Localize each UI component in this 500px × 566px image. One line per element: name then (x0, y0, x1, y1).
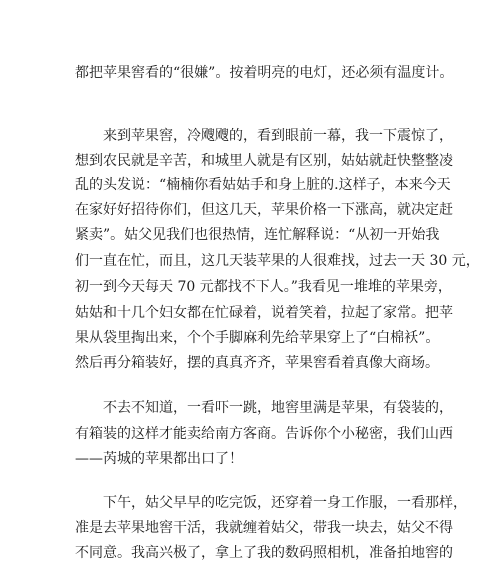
paragraph-3-line-1: 不去不知道，一看吓一跳，地窖里满是苹果，有袋装的， (103, 400, 453, 416)
paragraph-4-line-2: 准是去苹果地窖干活，我就缠着姑父，带我一块去，姑父不得 (75, 520, 453, 536)
paragraph-4-line-3: 不同意。我高兴极了，拿上了我的数码照相机，准备拍地窖的 (75, 545, 453, 561)
paragraph-3-line-3: ——芮城的苹果都出口了！ (75, 451, 243, 467)
paragraph-1-line-1: 都把苹果窖看的“很嫌”。按着明亮的电灯，还必须有温度计。 (75, 65, 454, 81)
paragraph-2-line-6: 们一直在忙，而且，这几天装苹果的人很难找，过去一天 30 元， (75, 253, 480, 269)
paragraph-3-line-2: 有箱装的这样才能卖给南方客商。告诉你个小秘密，我们山西 (75, 426, 453, 442)
paragraph-2-line-3: 乱的头发说：“楠楠你看姑姑手和身上脏的.这样子，本来今天 (75, 177, 451, 193)
paragraph-2-line-8: 姑姑和十几个妇女都在忙碌着，说着笑着，拉起了家常。把苹 (75, 305, 453, 321)
paragraph-2-line-4: 在家好好招待你们，但这几天，苹果价格一下涨高，就决定赶 (75, 202, 453, 218)
paragraph-2-line-10: 然后再分箱装好，摆的真真齐齐，苹果窖看着真像大商场。 (75, 355, 439, 371)
paragraph-4-line-1: 下午，姑父早早的吃完饭，还穿着一身工作服，一看那样， (103, 495, 467, 511)
paragraph-2-line-2: 想到农民就是辛苦，和城里人就是有区别，姑姑就赶快整整凌 (75, 153, 453, 169)
paragraph-2-line-7: 初一到今天每天 70 元都找不下人。”我看见一堆堆的苹果旁， (75, 279, 452, 295)
paragraph-2-line-9: 果从袋里掏出来，个个手脚麻利先给苹果穿上了“白棉袄”。 (75, 330, 440, 346)
paragraph-2-line-5: 紧卖”。姑父见我们也很热情，连忙解释说：“从初一开始我 (75, 227, 440, 243)
paragraph-2-line-1: 来到苹果窖，冷飕飕的，看到眼前一幕，我一下震惊了， (103, 128, 453, 144)
